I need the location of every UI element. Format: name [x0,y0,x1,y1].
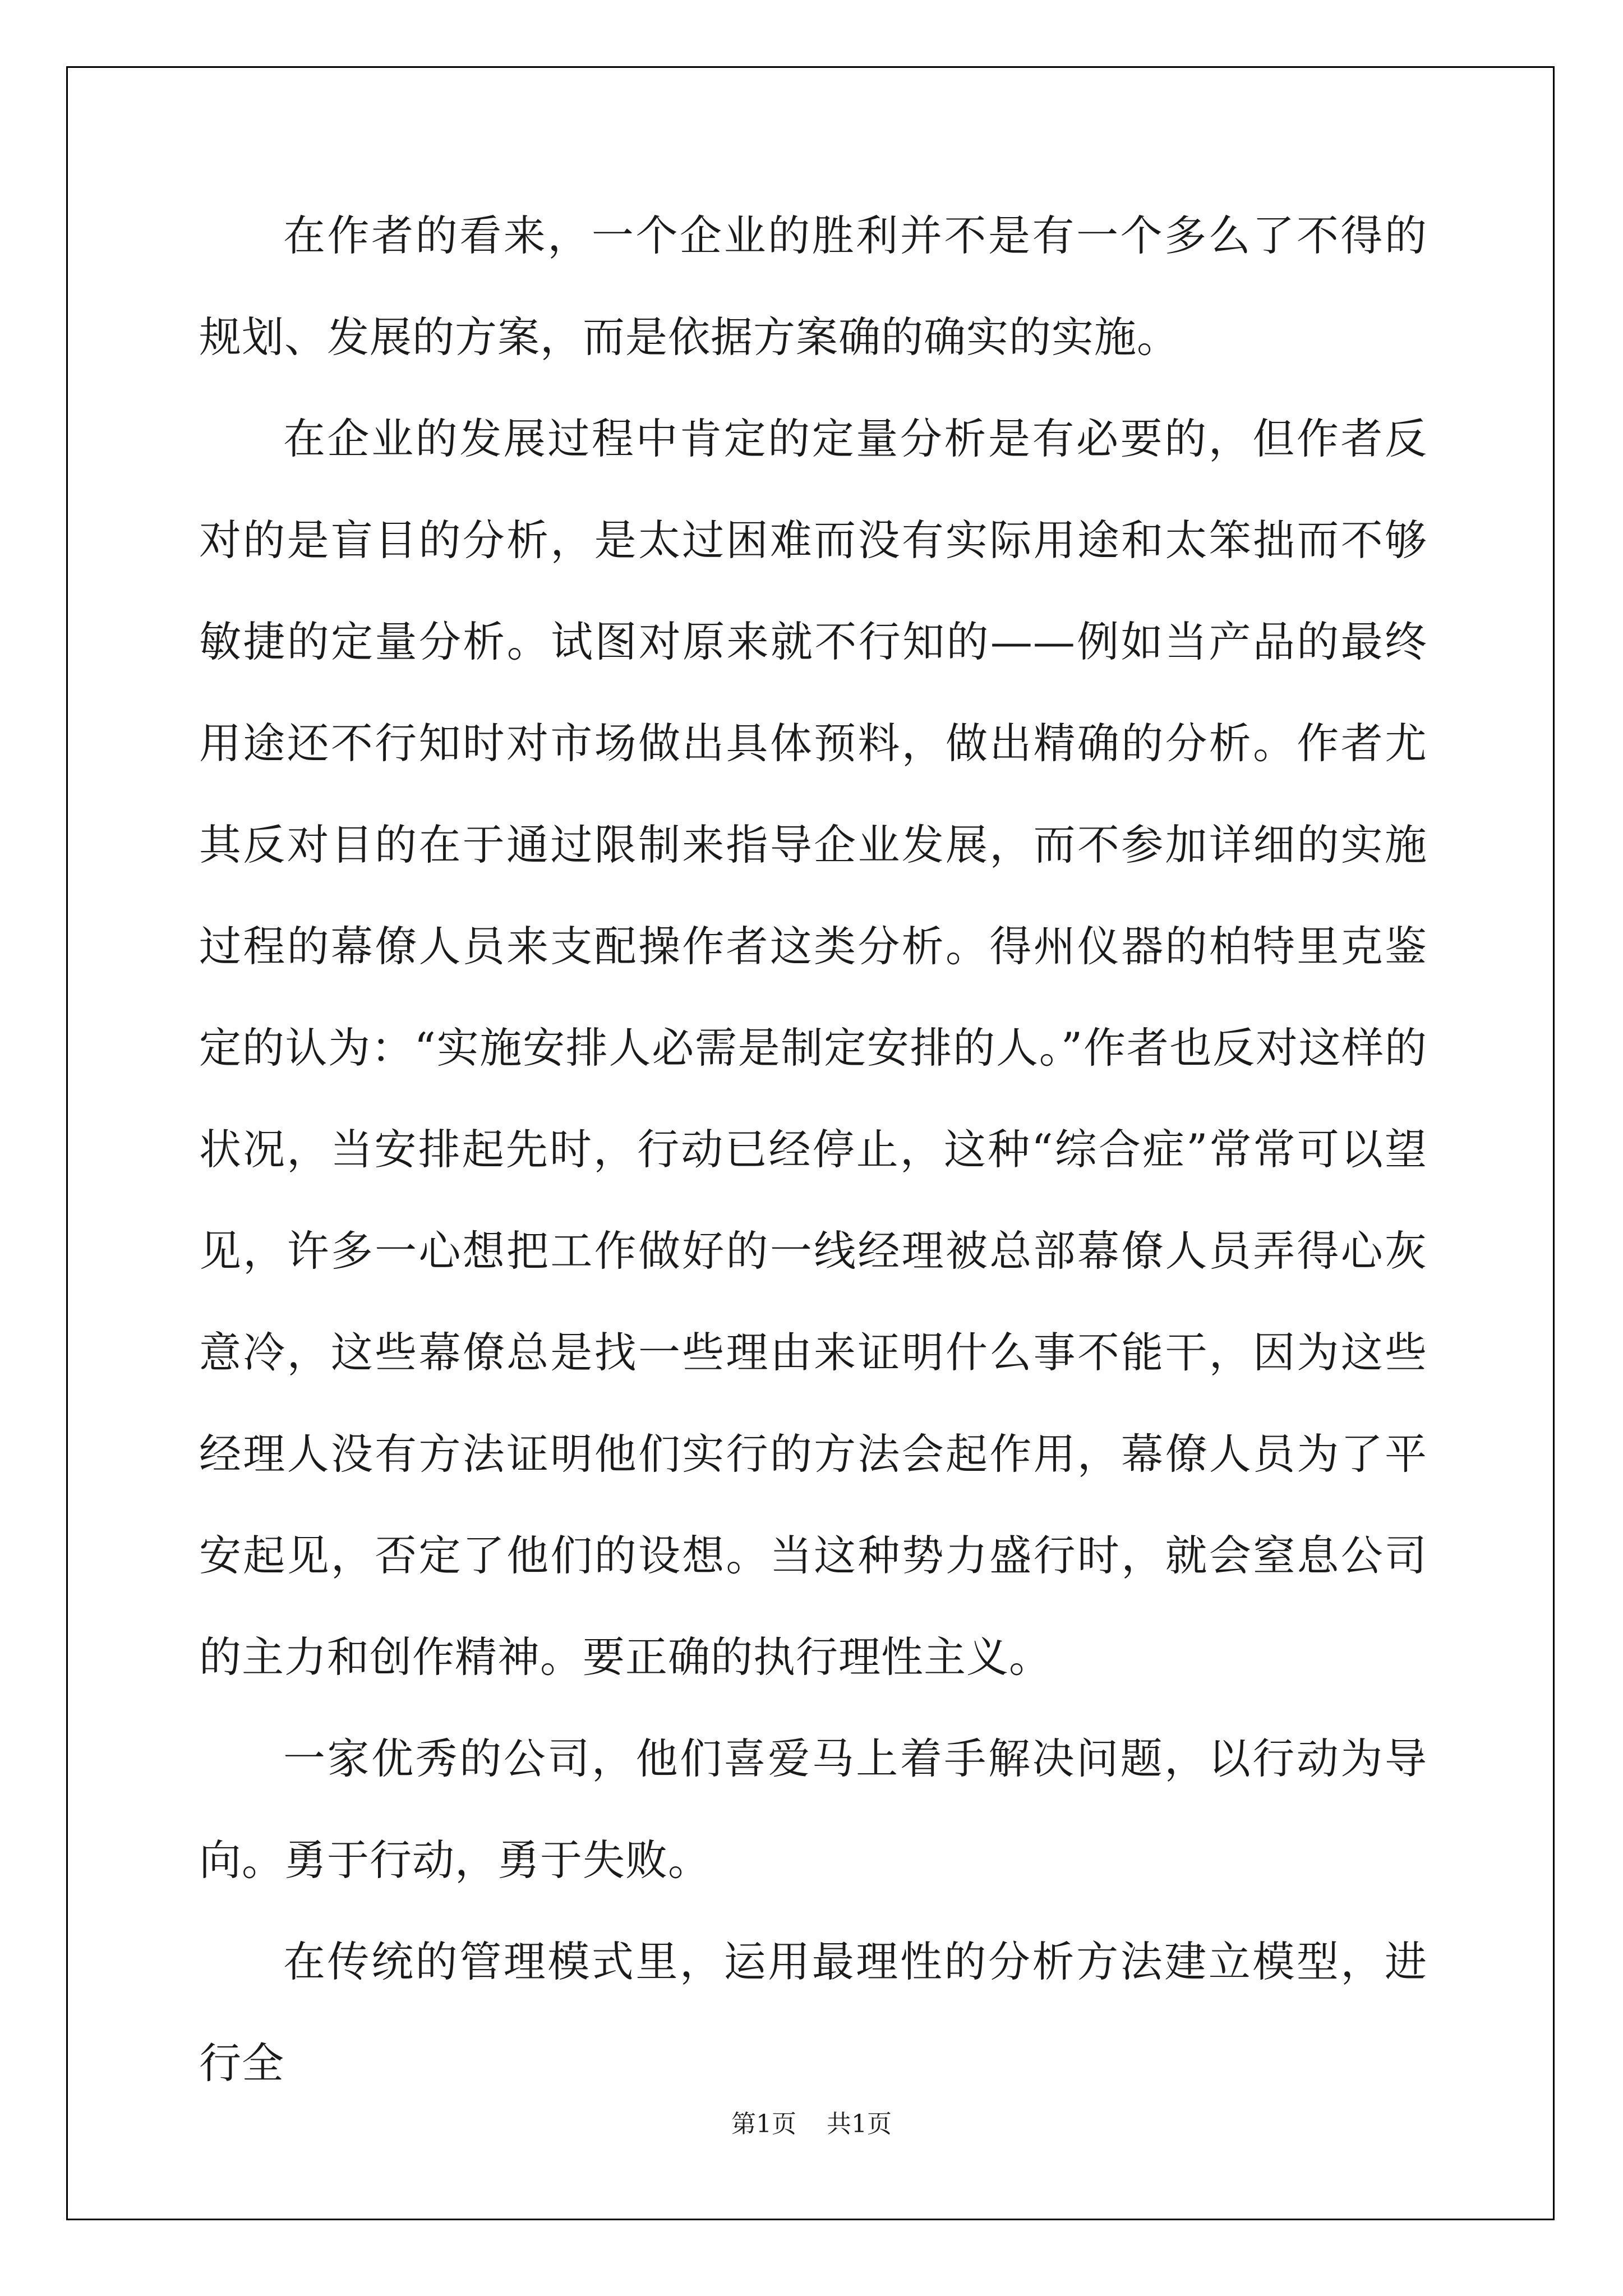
paragraph-3: 一家优秀的公司，他们喜爱马上着手解决问题，以行动为导向。勇于行动，勇于失败。 [199,1734,1427,1885]
document-body [199,185,1427,2114]
paragraph-1: 在作者的看来，一个企业的胜利并不是有一个多么了不得的规划、发展的方案，而是依据方案确的确实的实施。 [199,211,1427,362]
paragraph-4: 在传统的管理模式里，运用最理性的分析方法建立模型，进行全 [199,1937,1427,2088]
page-number-current: 第1页 [731,2110,796,2138]
page-number-total: 共1页 [827,2110,892,2138]
paragraph-2: 在企业的发展过程中肯定的定量分析是有必要的，但作者反对的是盲目的分析，是太过困难而没有实际用途和太笨拙而不够敏捷的定量分析。试图对原来就不行知的——例如当产品的最终用途还不行知时对市场做出具体预料，做出精确的分析。作者尤其反对目的在于通过限制来指导企业发展，而不参加详细的实施过程的幕僚人员来支配操作者这类分析。得州仪器的柏特里克鉴定的认为：“实施安排人必需是制定安排的人。”作者也反对这样的状况，当安排起先时，行动已经停止，这种“综合症”常常可以望见，许多一心想把工作做好的一线经理被总部幕僚人员弄得心灰意冷，这些幕僚总是找一些理由来证明什么事不能干，因为这些经理人没有方法证明他们实行的方法会起作用，幕僚人员为了平安起见，否定了他们的设想。当这种势力盛行时，就会窒息公司的主力和创作精神。要正确的执行理性主义。 [199,414,1427,1682]
page-footer [0,2104,1623,2139]
